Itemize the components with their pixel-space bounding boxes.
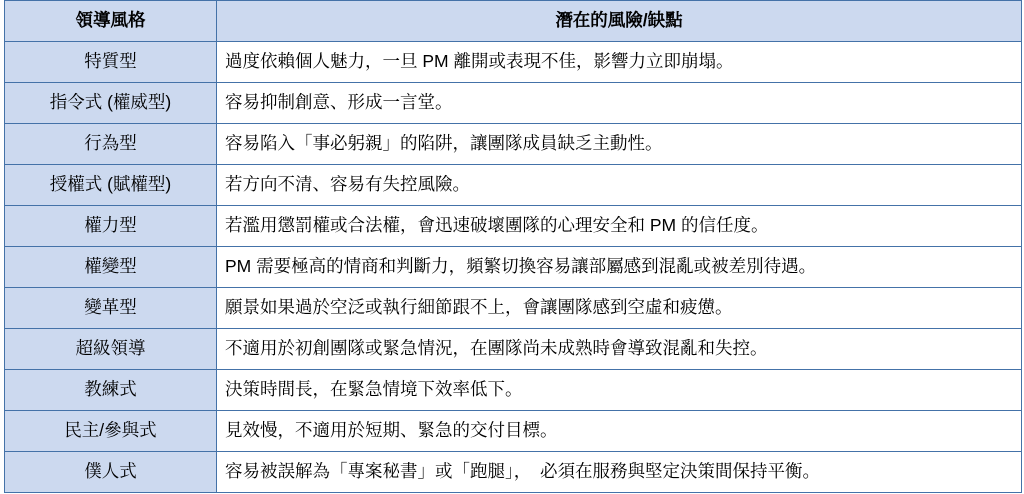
cell-style: 民主/參與式 xyxy=(5,411,217,452)
table-row xyxy=(5,124,1022,165)
cell-style: 教練式 xyxy=(5,370,217,411)
cell-style: 授權式 (賦權型) xyxy=(5,165,217,206)
cell-risk: 不適用於初創團隊或緊急情況，在團隊尚未成熟時會導致混亂和失控。 xyxy=(217,329,1022,370)
table-body xyxy=(5,42,1022,493)
cell-risk: 容易陷入「事必躬親」的陷阱，讓團隊成員缺乏主動性。 xyxy=(217,124,1022,165)
cell-risk: 容易抑制創意、形成一言堂。 xyxy=(217,83,1022,124)
cell-style: 權力型 xyxy=(5,206,217,247)
cell-style: 行為型 xyxy=(5,124,217,165)
cell-style: 變革型 xyxy=(5,288,217,329)
cell-risk: 過度依賴個人魅力，一旦 PM 離開或表現不佳，影響力立即崩塌。 xyxy=(217,42,1022,83)
cell-risk: 若方向不清、容易有失控風險。 xyxy=(217,165,1022,206)
table-row xyxy=(5,247,1022,288)
cell-style: 超級領導 xyxy=(5,329,217,370)
table-row xyxy=(5,42,1022,83)
cell-style: 僕人式 xyxy=(5,452,217,493)
table-row xyxy=(5,411,1022,452)
cell-risk: 見效慢，不適用於短期、緊急的交付目標。 xyxy=(217,411,1022,452)
cell-style: 指令式 (權威型) xyxy=(5,83,217,124)
table-row xyxy=(5,370,1022,411)
cell-style: 特質型 xyxy=(5,42,217,83)
table-header xyxy=(5,1,1022,42)
table-header-row xyxy=(5,1,1022,42)
table-row xyxy=(5,329,1022,370)
table-row xyxy=(5,452,1022,493)
table-row xyxy=(5,83,1022,124)
table-row xyxy=(5,165,1022,206)
leadership-risk-table xyxy=(4,0,1022,493)
cell-style: 權變型 xyxy=(5,247,217,288)
cell-risk: 若濫用懲罰權或合法權，會迅速破壞團隊的心理安全和 PM 的信任度。 xyxy=(217,206,1022,247)
column-header-style: 領導風格 xyxy=(5,1,217,42)
cell-risk: PM 需要極高的情商和判斷力，頻繁切換容易讓部屬感到混亂或被差別待遇。 xyxy=(217,247,1022,288)
cell-risk: 願景如果過於空泛或執行細節跟不上，會讓團隊感到空虛和疲憊。 xyxy=(217,288,1022,329)
cell-risk: 容易被誤解為「專案秘書」或「跑腿」， 必須在服務與堅定決策間保持平衡。 xyxy=(217,452,1022,493)
table-row xyxy=(5,206,1022,247)
cell-risk: 決策時間長，在緊急情境下效率低下。 xyxy=(217,370,1022,411)
table-row xyxy=(5,288,1022,329)
column-header-risk: 潛在的風險/缺點 xyxy=(217,1,1022,42)
